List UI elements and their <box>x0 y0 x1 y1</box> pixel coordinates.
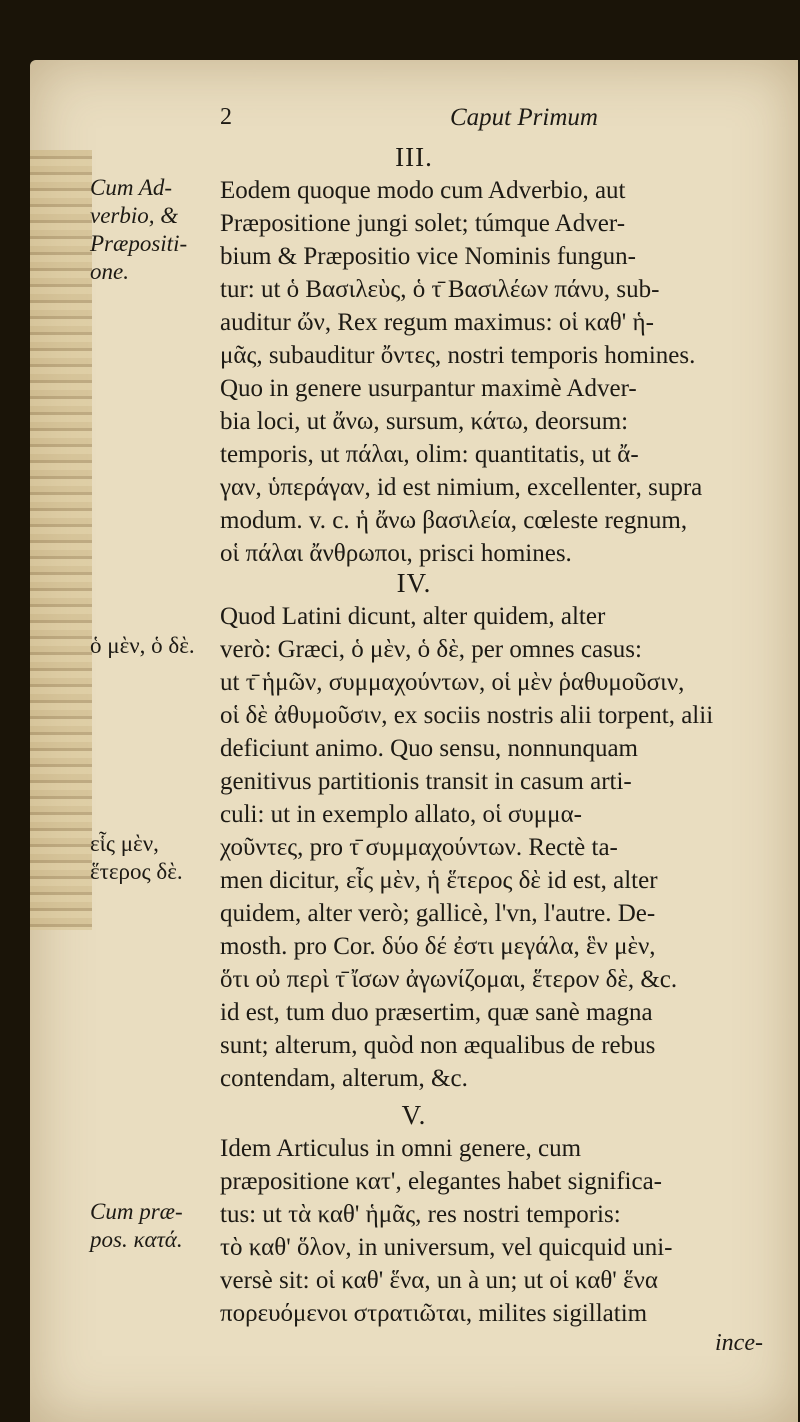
text-line: Eodem quoque modo cum Adverbio, aut <box>220 177 626 204</box>
text-line: id est, tum duo præsertim, quæ sanè magna <box>220 999 653 1026</box>
margin-note-heis-heteros <box>90 830 240 886</box>
text-line: bium & Præpositio vice Nominis fungun- <box>220 243 636 270</box>
margin-line: one. <box>90 259 129 284</box>
text-line: Idem Articulus in omni genere, cum <box>220 1135 582 1162</box>
margin-note-praepositione <box>90 1198 240 1254</box>
section-3-text <box>220 174 780 570</box>
section-4-text <box>220 600 780 1095</box>
margin-line: Cum præ- <box>90 1199 183 1224</box>
section-5-text <box>220 1132 780 1330</box>
text-line: οἱ δὲ ἀθυμοῦσιν, ex sociis nostris alii torpent, alii <box>220 702 714 729</box>
text-line: τὸ καθ' ὅλον, in universum, vel quicquid uni- <box>220 1234 673 1261</box>
margin-line: verbio, & <box>90 203 179 228</box>
margin-note-adverbio <box>90 174 240 286</box>
text-line: Præpositione jungi solet; túmque Adver- <box>220 210 626 237</box>
text-line: ut τ̄ ἡμῶν, συμμαχούντων, οἱ μὲν ῥαθυμοῦσιν, <box>220 669 685 696</box>
text-line: οἱ πάλαι ἄνθρωποι, prisci homines. <box>220 540 572 567</box>
text-line: ὅτι οὐ περὶ τ̄ ἴσων ἀγωνίζομαι, ἕτερον δὲ, &c. <box>220 966 678 993</box>
book-page <box>30 60 798 1422</box>
text-line: bia loci, ut ἄνω, sursum, κάτω, deorsum: <box>220 408 629 435</box>
section-numeral-4: IV. <box>396 568 432 598</box>
margin-line: Cum Ad- <box>90 175 172 200</box>
text-line: præpositione κατ', elegantes habet significa- <box>220 1168 662 1195</box>
running-head: Caput Primum <box>450 104 598 131</box>
text-line: tur: ut ὁ Βασιλεὺς, ὁ τ̄ Βασιλέων πάνυ, sub- <box>220 276 660 303</box>
page-number: 2 <box>220 104 232 130</box>
text-line: temporis, ut πάλαι, olim: quantitatis, ut ἄ- <box>220 441 639 468</box>
margin-note-men-de <box>90 632 240 660</box>
text-line: contendam, alterum, &c. <box>220 1065 468 1092</box>
text-line: culi: ut in exemplo allato, οἱ συμμα- <box>220 801 582 828</box>
margin-line: Præpositi- <box>90 231 188 256</box>
text-line: tus: ut τὰ καθ' ἡμᾶς, res nostri temporis: <box>220 1201 621 1228</box>
text-line: Quo in genere usurpantur maximè Adver- <box>220 375 637 402</box>
margin-line: εἷς μὲν, <box>90 831 159 856</box>
text-line: mosth. pro Cor. δύο δέ ἐστι μεγάλα, ἓν μὲν, <box>220 933 656 960</box>
text-line: sunt; alterum, quòd non æqualibus de rebus <box>220 1032 656 1059</box>
section-numeral-5: V. <box>401 1100 427 1130</box>
text-line: πορευόμενοι στρατιῶται, milites sigillatim <box>220 1300 648 1327</box>
text-line: deficiunt animo. Quo sensu, nonnunquam <box>220 735 638 762</box>
text-line: genitivus partitionis transit in casum arti- <box>220 768 632 795</box>
text-line: auditur ὤν, Rex regum maximus: οἱ καθ' ἡ- <box>220 309 654 336</box>
margin-line: pos. κατά. <box>90 1227 183 1252</box>
text-line: χοῦντες, pro τ̄ συμμαχούντων. Rectè ta- <box>220 834 618 861</box>
binding-gutter <box>30 150 92 930</box>
text-line: γαν, ὑπεράγαν, id est nimium, excellenter, supra <box>220 474 703 501</box>
margin-line: ὁ μὲν, ὁ δὲ. <box>90 633 195 658</box>
text-line: verò: Græci, ὁ μὲν, ὁ δὲ, per omnes casus: <box>220 636 642 663</box>
text-line: quidem, alter verò; gallicè, l'vn, l'autre. De- <box>220 900 656 927</box>
section-numeral-3: III. <box>395 142 433 172</box>
text-line: Quod Latini dicunt, alter quidem, alter <box>220 603 606 630</box>
text-line: modum. v. c. ἡ ἄνω βασιλεία, cœleste regnum, <box>220 507 688 534</box>
text-line: men dicitur, εἷς μὲν, ἡ ἕτερος δὲ id est, alter <box>220 867 658 894</box>
catchword: ince- <box>715 1330 763 1356</box>
page-header <box>30 104 798 144</box>
margin-line: ἕτερος δὲ. <box>90 859 183 884</box>
text-line: μᾶς, subauditur ὄντες, nostri temporis homines. <box>220 342 696 369</box>
text-line: versè sit: οἱ καθ' ἕνα, un à un; ut οἱ καθ' ἕνα <box>220 1267 658 1294</box>
